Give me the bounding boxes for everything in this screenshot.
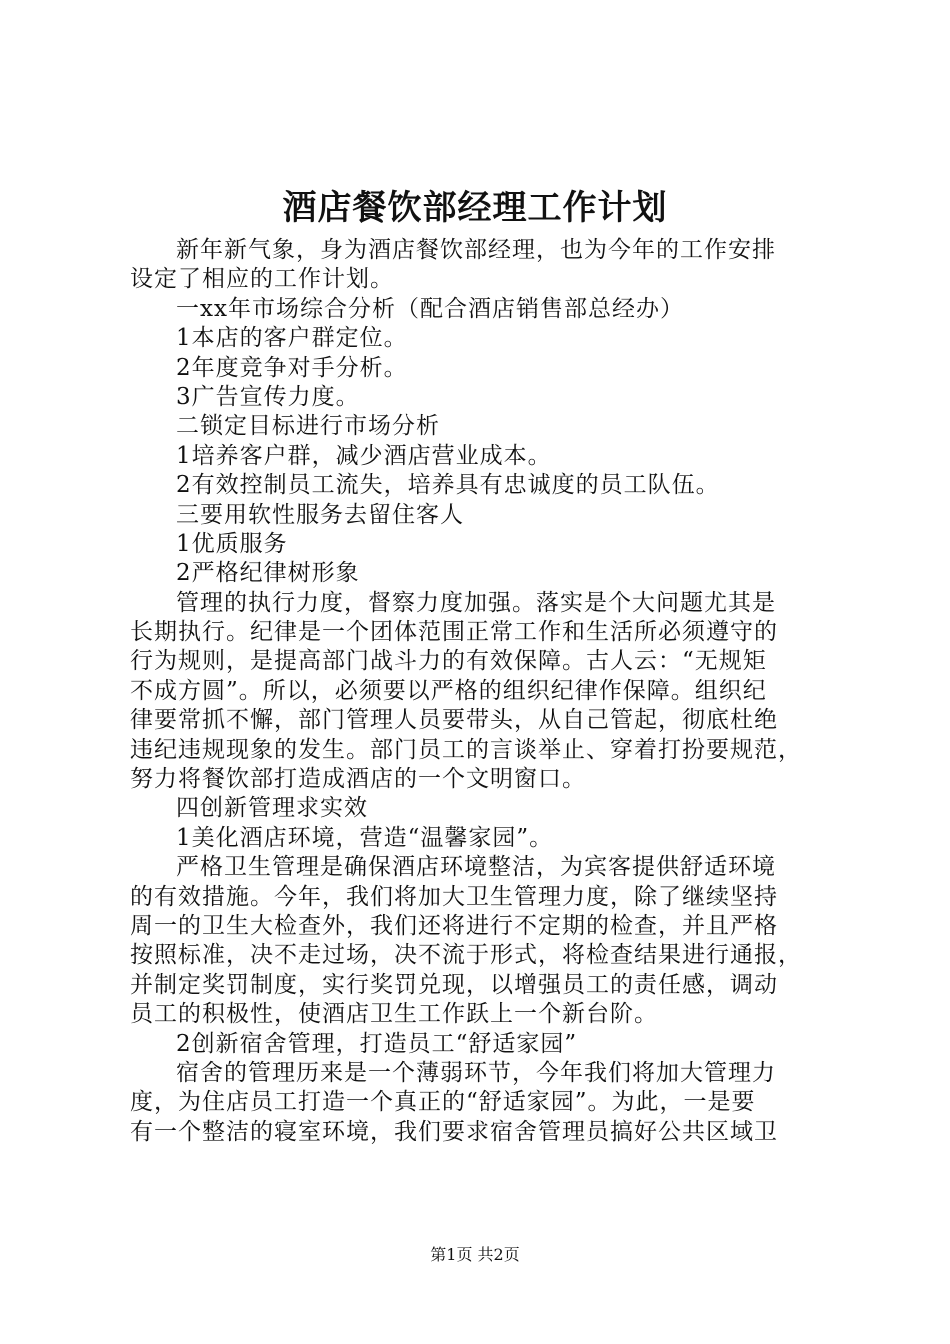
text-line: 违纪违规现象的发生。部门员工的言谈举止、穿着打扮要规范， <box>130 736 802 763</box>
text-line: 长期执行。纪律是一个团体范围正常工作和生活所必须遵守的 <box>130 619 778 646</box>
text-line: 努力将餐饮部打造成酒店的一个文明窗口。 <box>130 766 586 793</box>
text-line: 设定了相应的工作计划。 <box>130 266 394 293</box>
document-title: 酒店餐饮部经理工作计划 <box>282 188 668 228</box>
text-line: 有一个整洁的寝室环境，我们要求宿舍管理员搞好公共区域卫 <box>130 1118 778 1145</box>
text-line: 一xx年市场综合分析（配合酒店销售部总经办） <box>176 295 684 322</box>
text-line: 2有效控制员工流失，培养具有忠诚度的员工队伍。 <box>176 472 720 499</box>
text-line: 的有效措施。今年，我们将加大卫生管理力度，除了继续坚持 <box>130 883 778 910</box>
text-line: 新年新气象，身为酒店餐饮部经理，也为今年的工作安排 <box>176 237 776 263</box>
text-line: 不成方圆”。所以，必须要以严格的组织纪律作保障。组织纪 <box>130 677 767 704</box>
text-line: 周一的卫生大检查外，我们还将进行不定期的检查，并且严格 <box>130 912 778 939</box>
text-line: 度，为住店员工打造一个真正的“舒适家园”。为此，一是要 <box>130 1089 756 1116</box>
text-line: 3广告宣传力度。 <box>176 383 360 410</box>
text-line: 严格卫生管理是确保酒店环境整洁，为宾客提供舒适环境 <box>176 854 776 881</box>
text-line: 并制定奖罚制度，实行奖罚兑现，以增强员工的责任感，调动 <box>130 971 778 998</box>
text-line: 1本店的客户群定位。 <box>176 325 408 352</box>
text-line: 律要常抓不懈，部门管理人员要带头，从自己管起，彻底杜绝 <box>130 707 778 734</box>
text-line: 四创新管理求实效 <box>176 795 368 822</box>
text-line: 员工的积极性，使酒店卫生工作跃上一个新台阶。 <box>130 1001 658 1028</box>
text-line: 2年度竞争对手分析。 <box>176 354 408 381</box>
text-line: 2创新宿舍管理，打造员工“舒适家园” <box>176 1030 578 1057</box>
text-line: 管理的执行力度，督察力度加强。落实是个大问题尤其是 <box>176 589 776 616</box>
text-line: 宿舍的管理历来是一个薄弱环节，今年我们将加大管理力 <box>176 1059 776 1086</box>
text-line: 按照标准，决不走过场，决不流于形式，将检查结果进行通报， <box>130 942 802 969</box>
text-line: 1美化酒店环境，营造“温馨家园”。 <box>176 824 554 851</box>
text-line: 1优质服务 <box>176 530 288 557</box>
text-line: 行为规则，是提高部门战斗力的有效保障。古人云：“无规矩 <box>130 648 767 675</box>
text-line: 2严格纪律树形象 <box>176 560 360 587</box>
page-footer: 第1页 共2页 <box>430 1245 520 1264</box>
document-body <box>130 236 830 1147</box>
text-line: 三要用软性服务去留住客人 <box>176 501 464 528</box>
text-line: 二锁定目标进行市场分析 <box>176 413 440 440</box>
text-line: 1培养客户群，减少酒店营业成本。 <box>176 442 552 469</box>
